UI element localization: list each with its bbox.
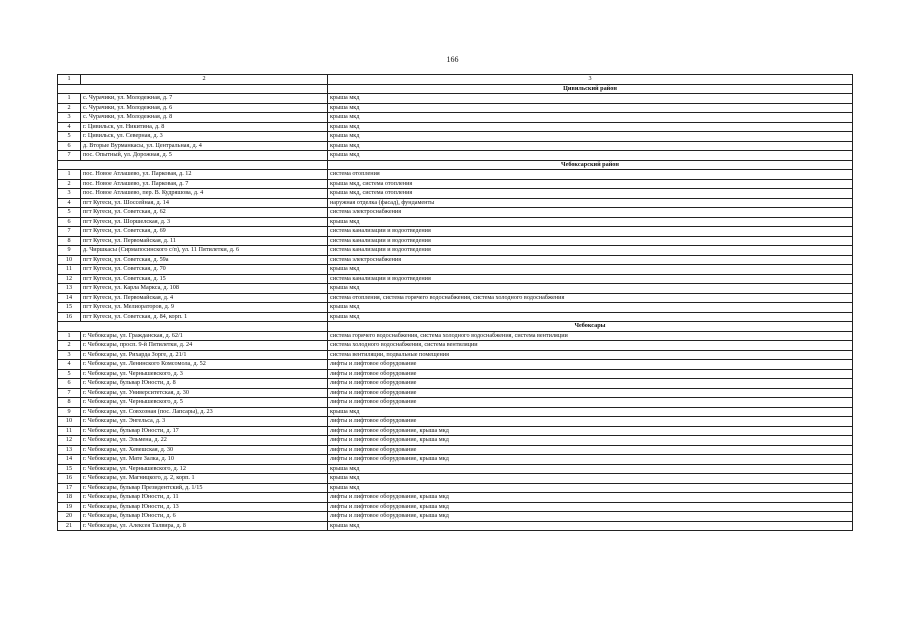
row-number: 14 [58,293,81,303]
row-number: 2 [58,179,81,189]
table-row [58,407,853,417]
row-number: 1 [58,170,81,180]
row-number: 6 [58,379,81,389]
row-work-type: крыша мкд [328,464,853,474]
row-address: г. Чебоксары, ул. Хевешская, д. 30 [81,445,328,455]
row-address: г. Чебоксары, ул. Рихарда Зорге, д. 21/1 [81,350,328,360]
row-work-type: крыша мкд [328,94,853,104]
row-work-type: крыша мкд [328,521,853,531]
row-address: пгт Кугеси, ул. Шоссейная, д. 14 [81,198,328,208]
row-number: 7 [58,388,81,398]
row-work-type: крыша мкд [328,265,853,275]
row-work-type: крыша мкд [328,217,853,227]
row-number: 7 [58,227,81,237]
row-address: г. Чебоксары, бульвар Юности, д. 6 [81,512,328,522]
row-address: г. Чебоксары, бульвар Президентский, д. 1/15 [81,483,328,493]
table-row [58,227,853,237]
row-work-type: крыша мкд [328,474,853,484]
table-row [58,208,853,218]
row-work-type: система канализации и водоотведения [328,236,853,246]
section-heading-row [58,84,853,94]
row-address: г. Чебоксары, бульвар Юности, д. 11 [81,493,328,503]
row-number: 9 [58,246,81,256]
row-address: г. Чебоксары, ул. Мате Залка, д. 10 [81,455,328,465]
row-work-type: система канализации и водоотведения [328,227,853,237]
row-number: 8 [58,236,81,246]
section-title: Чебоксары [328,322,853,332]
row-address: г. Чебоксары, ул. Университетская, д. 30 [81,388,328,398]
table-row [58,132,853,142]
row-number: 12 [58,436,81,446]
table-row [58,189,853,199]
row-number: 21 [58,521,81,531]
row-number: 10 [58,417,81,427]
table-row [58,445,853,455]
row-address: д. Вторые Вурманкасы, ул. Центральная, д. 4 [81,141,328,151]
row-address: пгт Кугеси, ул. Советская, д. 59а [81,255,328,265]
row-number: 3 [58,189,81,199]
row-address: пос. Новое Атлашево, ул. Парковая, д. 7 [81,179,328,189]
table-row [58,369,853,379]
row-number: 9 [58,407,81,417]
table-row [58,436,853,446]
row-number: 17 [58,483,81,493]
row-work-type: лифты и лифтовое оборудование, крыша мкд [328,502,853,512]
row-work-type: крыша мкд [328,483,853,493]
row-work-type: лифты и лифтовое оборудование, крыша мкд [328,512,853,522]
table-row [58,379,853,389]
row-address: пос. Опытный, ул. Дорожная, д. 5 [81,151,328,161]
row-address: пгт Кугеси, ул. Советская, д. 70 [81,265,328,275]
section-title: Чебоксарский район [328,160,853,170]
row-work-type: система канализации и водоотведения [328,246,853,256]
row-work-type: крыша мкд [328,122,853,132]
row-work-type: крыша мкд [328,132,853,142]
row-work-type: лифты и лифтовое оборудование [328,379,853,389]
row-number: 16 [58,474,81,484]
row-number: 2 [58,103,81,113]
row-number: 11 [58,265,81,275]
section-blank-cell [58,322,328,332]
row-work-type: лифты и лифтовое оборудование, крыша мкд [328,436,853,446]
table-row [58,198,853,208]
row-address: г. Чебоксары, ул. Эльмена, д. 22 [81,436,328,446]
row-number: 15 [58,303,81,313]
row-address: г. Чебоксары, ул. Гражданская, д. 62/1 [81,331,328,341]
row-number: 12 [58,274,81,284]
row-number: 2 [58,341,81,351]
row-address: г. Чебоксары, ул. Ленинского Комсомола, д. 52 [81,360,328,370]
row-address: пгт Кугеси, ул. Советская, д. 62 [81,208,328,218]
table-row [58,493,853,503]
row-address: г. Чебоксары, ул. Энгельса, д. 3 [81,417,328,427]
table-row [58,331,853,341]
page-number: 166 [446,55,459,64]
row-number: 5 [58,132,81,142]
row-number: 6 [58,217,81,227]
row-number: 3 [58,113,81,123]
row-work-type: лифты и лифтовое оборудование [328,369,853,379]
table-row [58,483,853,493]
row-number: 5 [58,208,81,218]
row-work-type: лифты и лифтовое оборудование, крыша мкд [328,455,853,465]
section-heading-row [58,160,853,170]
row-work-type: система горячего водоснабжения, система холодного водоснабжения, система вентиляции [328,331,853,341]
row-address: г. Чебоксары, ул. Чернышевского, д. 12 [81,464,328,474]
table-row [58,274,853,284]
table-row [58,217,853,227]
row-work-type: крыша мкд [328,407,853,417]
section-blank-cell [58,160,328,170]
row-address: пгт Кугеси, ул. Советская, д. 15 [81,274,328,284]
row-work-type: крыша мкд [328,103,853,113]
table-row [58,246,853,256]
table-row [58,521,853,531]
row-work-type: лифты и лифтовое оборудование, крыша мкд [328,493,853,503]
row-number: 19 [58,502,81,512]
row-address: пгт Кугеси, ул. Первомайская, д. 4 [81,293,328,303]
table-row [58,474,853,484]
table-row [58,170,853,180]
table-row [58,426,853,436]
table-row [58,464,853,474]
table-row [58,350,853,360]
row-number: 5 [58,369,81,379]
row-number: 3 [58,350,81,360]
table-row [58,398,853,408]
row-work-type: крыша мкд, система отопления [328,189,853,199]
table-row [58,94,853,104]
row-address: г. Чебоксары, ул. Магницкого, д. 2, корп. 1 [81,474,328,484]
row-work-type: система отопления [328,170,853,180]
row-number: 13 [58,445,81,455]
column-number-row [58,75,853,85]
column-header-2: 2 [81,75,328,85]
row-work-type: лифты и лифтовое оборудование [328,398,853,408]
table-row [58,122,853,132]
row-work-type: лифты и лифтовое оборудование [328,417,853,427]
table-row [58,341,853,351]
row-work-type: система отопления, система горячего водоснабжения, система холодного водоснабжения [328,293,853,303]
table-row [58,265,853,275]
table-row [58,455,853,465]
row-address: пгт Кугеси, ул. Советская, д. 84, корп. 1 [81,312,328,322]
table-row [58,103,853,113]
row-address: г. Чебоксары, просп. 9-й Пятилетки, д. 24 [81,341,328,351]
row-work-type: крыша мкд [328,141,853,151]
table-body [58,75,853,531]
table-row [58,417,853,427]
row-work-type: система холодного водоснабжения, система вентиляции [328,341,853,351]
row-address: г. Чебоксары, бульвар Юности, д. 13 [81,502,328,512]
row-work-type: наружная отделка (фасад), фундаменты [328,198,853,208]
row-work-type: крыша мкд, система отопления [328,179,853,189]
row-number: 1 [58,94,81,104]
row-work-type: крыша мкд [328,303,853,313]
row-number: 4 [58,198,81,208]
table-row [58,113,853,123]
row-work-type: система канализации и водоотведения [328,274,853,284]
table-row [58,502,853,512]
row-address: г. Чебоксары, ул. Совхозная (пос. Лапсары), д. 23 [81,407,328,417]
section-heading-row [58,322,853,332]
row-number: 1 [58,331,81,341]
row-address: д. Чиршкасы (Сирмапосинского с/п), ул. 11 Пятилетки, д. 6 [81,246,328,256]
column-header-1: 1 [58,75,81,85]
row-number: 13 [58,284,81,294]
table-row [58,141,853,151]
row-address: пгт Кугеси, ул. Первомайская, д. 11 [81,236,328,246]
table-row [58,360,853,370]
row-address: пос. Новое Атлашево, ул. Парковая, д. 12 [81,170,328,180]
row-address: пгт Кугеси, ул. Шоршелская, д. 3 [81,217,328,227]
section-title: Цивильский район [328,84,853,94]
row-work-type: крыша мкд [328,113,853,123]
row-number: 7 [58,151,81,161]
table-row [58,312,853,322]
row-work-type: лифты и лифтовое оборудование, крыша мкд [328,426,853,436]
row-number: 8 [58,398,81,408]
row-work-type: система вентиляции, подвальные помещения [328,350,853,360]
row-address: г. Чебоксары, бульвар Юности, д. 17 [81,426,328,436]
table-row [58,284,853,294]
repair-program-table [57,74,853,531]
row-number: 20 [58,512,81,522]
table-row [58,179,853,189]
row-number: 15 [58,464,81,474]
row-number: 4 [58,122,81,132]
row-number: 6 [58,141,81,151]
row-work-type: крыша мкд [328,312,853,322]
row-work-type: крыша мкд [328,284,853,294]
row-address: с. Чурачики, ул. Молодежная, д. 6 [81,103,328,113]
row-address: пос. Новое Атлашево, пер. В. Кудряшова, д. 4 [81,189,328,199]
row-address: с. Чурачики, ул. Молодежная, д. 7 [81,94,328,104]
row-address: г. Цивильск, ул. Северная, д. 3 [81,132,328,142]
row-address: пгт Кугеси, ул. Карла Маркса, д. 108 [81,284,328,294]
row-work-type: система электроснабжения [328,208,853,218]
row-work-type: лифты и лифтовое оборудование [328,360,853,370]
row-address: г. Чебоксары, ул. Чернышевского, д. 3 [81,369,328,379]
row-number: 4 [58,360,81,370]
column-header-3: 3 [328,75,853,85]
row-number: 18 [58,493,81,503]
row-address: с. Чурачики, ул. Молодежная, д. 8 [81,113,328,123]
row-work-type: крыша мкд [328,151,853,161]
row-address: г. Чебоксары, ул. Алексея Талвира, д. 8 [81,521,328,531]
table-row [58,512,853,522]
row-number: 11 [58,426,81,436]
section-blank-cell [58,84,328,94]
table-row [58,388,853,398]
row-work-type: лифты и лифтовое оборудование [328,445,853,455]
table-row [58,293,853,303]
row-address: пгт Кугеси, ул. Мелиораторов, д. 9 [81,303,328,313]
table-row [58,303,853,313]
table-row [58,236,853,246]
row-address: г. Чебоксары, ул. Чернышевского, д. 5 [81,398,328,408]
row-work-type: система электроснабжения [328,255,853,265]
row-address: пгт Кугеси, ул. Советская, д. 69 [81,227,328,237]
table-row [58,255,853,265]
table-row [58,151,853,161]
row-number: 10 [58,255,81,265]
row-address: г. Чебоксары, бульвар Юности, д. 8 [81,379,328,389]
row-address: г. Цивильск, ул. Никитина, д. 8 [81,122,328,132]
row-number: 14 [58,455,81,465]
row-work-type: лифты и лифтовое оборудование [328,388,853,398]
row-number: 16 [58,312,81,322]
